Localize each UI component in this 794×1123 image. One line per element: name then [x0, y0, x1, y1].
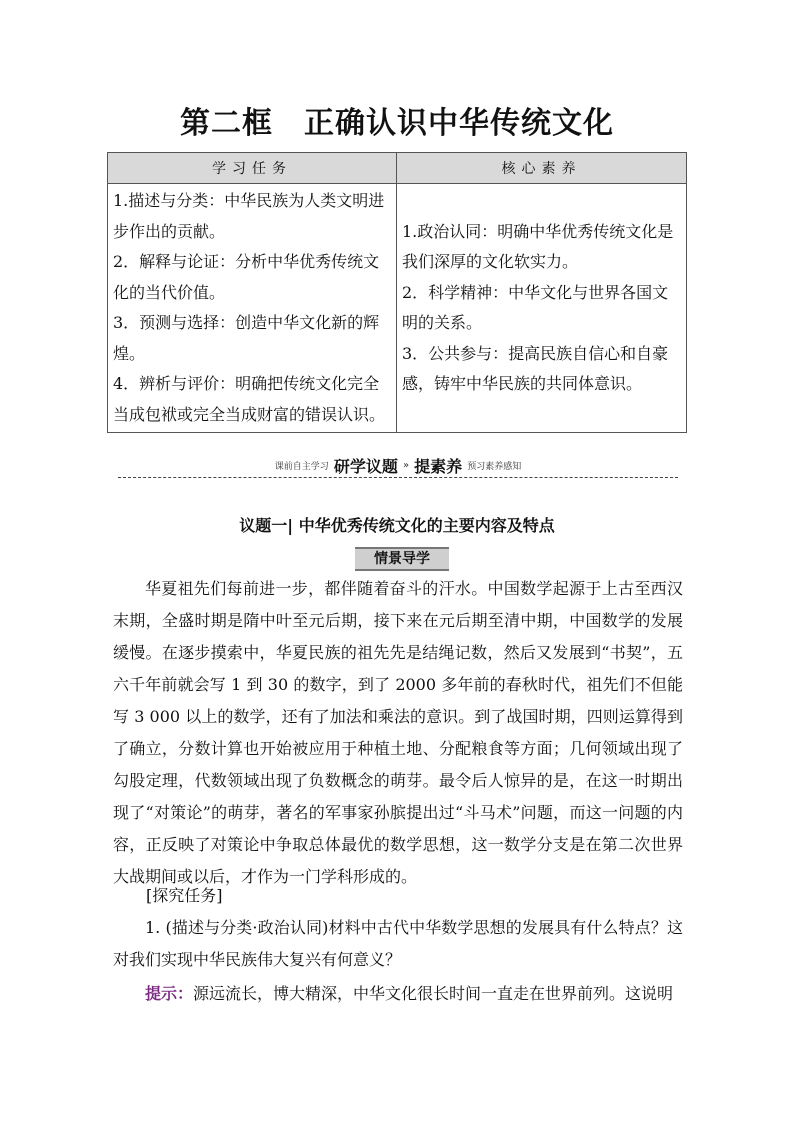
banner-right-label: 预习素养感知: [467, 462, 522, 472]
header-core-literacy: 核心素养: [397, 153, 687, 184]
learning-tasks-cell: [108, 184, 397, 433]
question-1: 1. (描述与分类·政治认同)材料中古代中华数学思想的发展具有什么特点？这对我们实现中华民族伟大复兴有何意义？: [113, 918, 683, 969]
hint-paragraph: [113, 978, 683, 1010]
explore-label: [探究任务]: [146, 886, 223, 905]
topic-title: 议题一| 中华优秀传统文化的主要内容及特点: [239, 516, 555, 535]
section-banner: [118, 454, 678, 478]
page-title: 第二框 正确认识中华传统文化: [180, 106, 614, 141]
core-literacy-text: 1.政治认同：明确中华优秀传统文化是我们深厚的文化软实力。 2．科学精神：中华文化与世界各国文明的关系。 3．公共参与：提高民族自信心和自豪感，铸牢中华民族的共同体意识。: [402, 221, 674, 393]
banner-left-label: 课前自主学习: [274, 462, 329, 472]
banner-arrow-icon: »: [402, 460, 410, 471]
learning-goals-table: [107, 152, 687, 433]
banner-divider: [118, 477, 678, 478]
guide-passage: 华夏祖先们每前进一步，都伴随着奋斗的汗水。中国数学起源于上古至西汉末期，全盛时期是隋中叶至元后期，接下来在元后期至清中期，中国数学的发展缓慢。在逐步摸索中，华夏民族的祖先先是结绳记数，然后又发展到“书契”，五六千年前就会写 1 到 30 的数字，到了 2000 多年前的春秋时代，祖先们不但能写 3 000 以上的数学，还有了加法和乘法的意识。到了战国时期，四则运算得到了确立，分数计算也开始被应用于种植土地、分配粮食等方面；几何领域出现了勾股定理，代数领域出现了负数概念的萌芽。最令后人惊异的是，在这一时期出现了“对策论”的萌芽，著名的军事家孙膑提出过“斗马术”问题，而这一问题的内容，正反映了对策论中争取总体最优的数学思想，这一数学分支是在第二次世界大战期间或以后，才作为一门学科形成的。: [113, 579, 683, 886]
learning-tasks-text: 1.描述与分类：中华民族为人类文明进步作出的贡献。 2．解释与论证：分析中华优秀传统文化的当代价值。 3．预测与选择：创造中华文化新的辉煌。 4．辨析与评价：明确把传统文化完全当成包袱或完全当成财富的错误认识。: [113, 191, 386, 424]
banner-main-2: 提素养: [414, 457, 463, 476]
hint-label: 提示：: [145, 984, 194, 1003]
hint-text: 源远流长，博大精深，中华文化很长时间一直走在世界前列。这说明: [193, 984, 674, 1003]
guide-tag: 情景导学: [355, 547, 449, 571]
header-learning-tasks: 学习任务: [108, 153, 397, 184]
banner-main-1: 研学议题: [333, 457, 398, 476]
core-literacy-cell: [397, 184, 687, 433]
